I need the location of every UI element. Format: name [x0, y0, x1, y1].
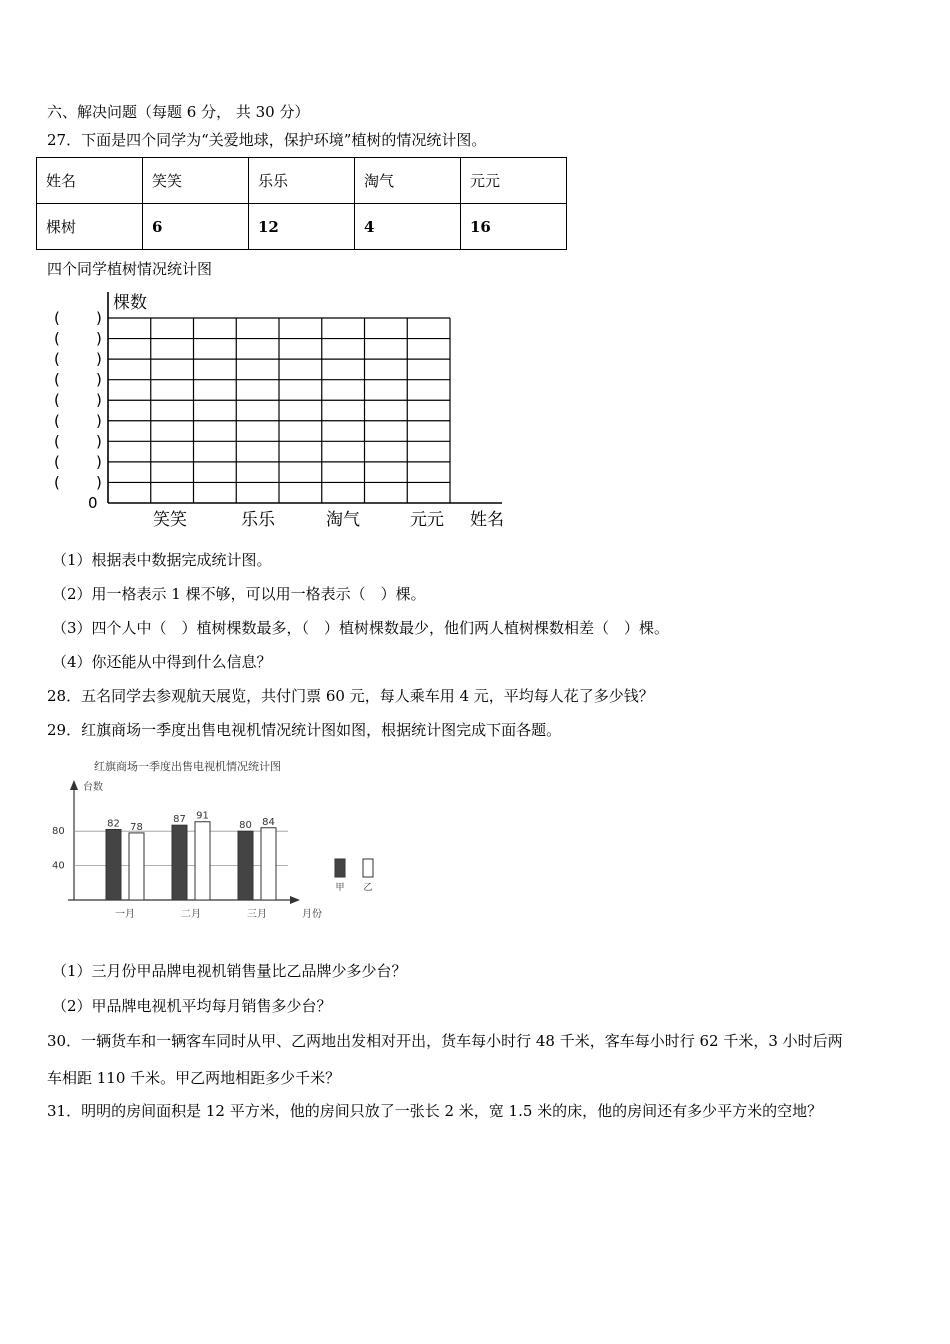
y-blank-right: ) [96, 473, 102, 492]
y-blank-right: ) [96, 370, 102, 389]
tv-chart-xlabel: 月份 [302, 909, 322, 920]
tv-bar-label: 91 [196, 810, 209, 822]
table-cell: 12 [249, 204, 355, 250]
tv-bar [238, 831, 253, 900]
y-blank-left: ( [54, 473, 60, 492]
grid-category-label: 笑笑 [153, 510, 187, 530]
tv-bar-label: 82 [107, 818, 120, 830]
q29-sub-1: （1）三月份甲品牌电视机销售量比乙品牌少多少台？ [52, 962, 407, 980]
q27-sub-4: （4）你还能从中得到什么信息？ [52, 653, 272, 671]
x-axis-arrow [290, 896, 300, 904]
question-29-stem: 29．红旗商场一季度出售电视机情况统计图如图，根据统计图完成下面各题。 [47, 721, 562, 739]
tv-legend-label: 甲 [335, 883, 345, 893]
q27-sub-1: （1）根据表中数据完成统计图。 [52, 551, 272, 569]
y-blank-left: ( [54, 411, 60, 430]
tv-bar [129, 833, 144, 900]
tv-category-label: 一月 [115, 909, 135, 920]
tv-legend [335, 859, 373, 893]
tv-chart-ylabel: 台数 [83, 782, 103, 793]
tv-bar-label: 80 [239, 820, 252, 832]
y-blank-right: ) [96, 350, 102, 369]
tv-bar [261, 828, 276, 900]
grid-category-label: 乐乐 [241, 510, 275, 530]
tv-bar-label: 84 [262, 816, 275, 828]
grid-category-label: 淘气 [326, 510, 360, 530]
y-blank-left: ( [54, 350, 60, 369]
y-blank-left: ( [54, 391, 60, 410]
y-blank-left: ( [54, 370, 60, 389]
q29-sub-2: （2）甲品牌电视机平均每月销售多少台？ [52, 997, 332, 1015]
y-blank-left: ( [54, 329, 60, 348]
y-axis-arrow [70, 780, 78, 790]
question-30-line-2: 车相距 110 千米。甲乙两地相距多少千米？ [47, 1069, 341, 1087]
y-blank-left: ( [54, 452, 60, 471]
table-cell: 棵树 [37, 204, 143, 250]
y-blank-right: ) [96, 309, 102, 327]
question-31: 31．明明的房间面积是 12 平方米，他的房间只放了一张长 2 米，宽 1.5 米的床，他的房间还有多少平方米的空地？ [47, 1102, 823, 1120]
table-cell: 16 [461, 204, 567, 250]
tv-bar-label: 78 [130, 821, 143, 833]
table-cell: 淘气 [355, 158, 461, 204]
table-cell: 乐乐 [249, 158, 355, 204]
y-blank-right: ) [96, 391, 102, 410]
tv-bar-label: 87 [173, 814, 186, 826]
y-blank-right: ) [96, 329, 102, 348]
tv-ytick-label: 40 [52, 860, 65, 872]
question-28: 28．五名同学去参观航天展览，共付门票 60 元，每人乘车用 4 元，平均每人花了多少钱？ [47, 687, 654, 705]
grid-chart-title: 四个同学植树情况统计图 [47, 260, 213, 278]
tv-sales-chart [48, 752, 388, 932]
y-blank-left: ( [54, 432, 60, 451]
tv-legend-swatch [363, 859, 373, 877]
grid-xlabel: 姓名 [470, 510, 504, 530]
table-cell: 姓名 [37, 158, 143, 204]
tv-bar [195, 822, 210, 900]
tree-table [36, 157, 567, 250]
y-blank-right: ) [96, 452, 102, 471]
question-30-line-1: 30．一辆货车和一辆客车同时从甲、乙两地出发相对开出，货车每小时行 48 千米，客车每小时行 62 千米，3 小时后两 [47, 1032, 843, 1050]
table-cell: 6 [143, 204, 249, 250]
y-blank-right: ) [96, 432, 102, 451]
tv-legend-swatch [335, 859, 345, 877]
tv-bar [106, 829, 121, 900]
table-row [37, 204, 567, 250]
q27-sub-3: （3）四个人中（ ）植树棵数最多，（ ）植树棵数最少，他们两人植树棵数相差（ ）棵。 [52, 619, 670, 637]
table-cell: 4 [355, 204, 461, 250]
grid-origin: 0 [88, 494, 98, 512]
table-cell: 笑笑 [143, 158, 249, 204]
question-27-stem: 27．下面是四个同学为“关爱地球，保护环境”植树的情况统计图。 [47, 131, 487, 149]
grid-ylabel: 棵数 [113, 293, 147, 313]
tv-ytick-label: 80 [52, 826, 65, 838]
tv-category-label: 二月 [181, 909, 201, 920]
tv-chart-title: 红旗商场一季度出售电视机情况统计图 [94, 760, 281, 773]
grid-lines [108, 292, 502, 503]
grid-category-label: 元元 [410, 510, 444, 530]
tv-legend-label: 乙 [363, 883, 373, 893]
blank-grid-chart [40, 288, 560, 533]
section-title: 六、解决问题（每题 6 分， 共 30 分） [47, 103, 310, 121]
y-blank-right: ) [96, 411, 102, 430]
y-blank-labels [54, 309, 102, 491]
table-cell: 元元 [461, 158, 567, 204]
tv-category-label: 三月 [247, 909, 267, 920]
q27-sub-2: （2）用一格表示 1 棵不够，可以用一格表示（ ）棵。 [52, 585, 426, 603]
table-header-row [37, 158, 567, 204]
tv-bar [172, 825, 187, 900]
y-blank-left: ( [54, 309, 60, 327]
